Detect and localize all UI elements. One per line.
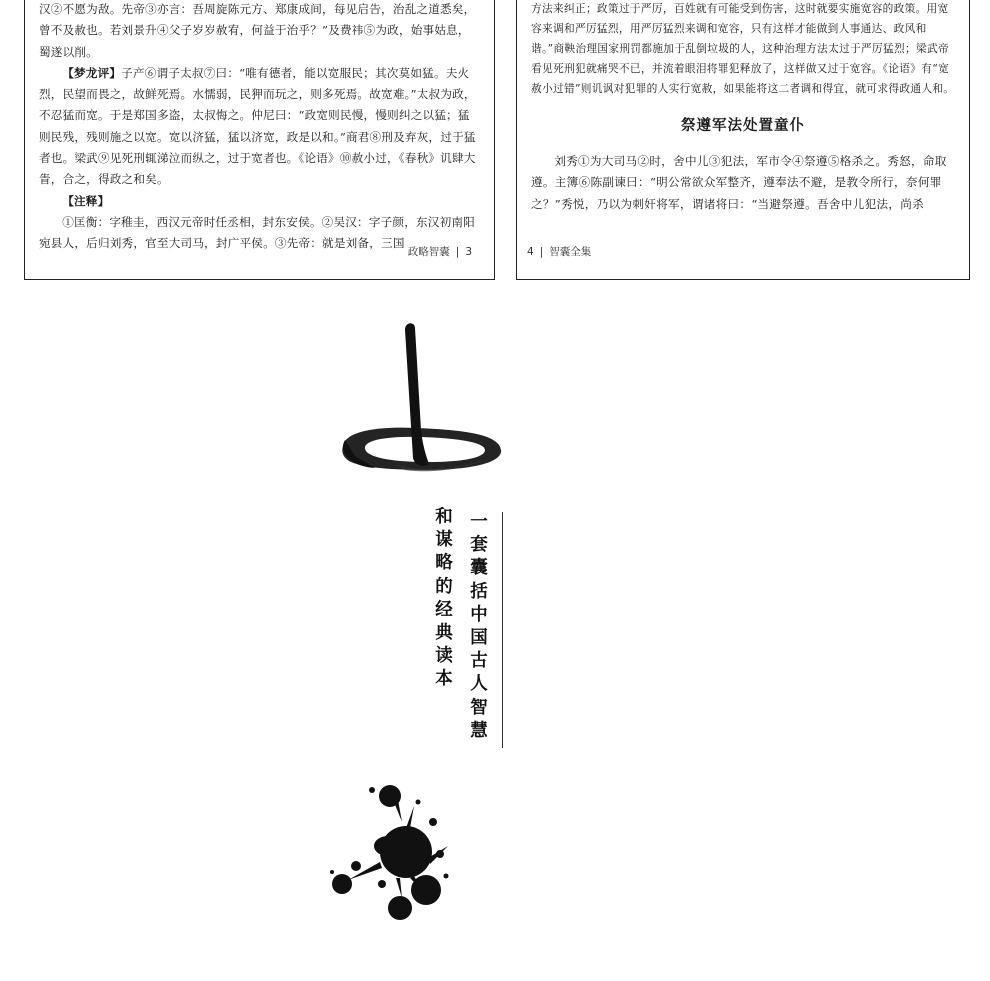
right-paragraph-1: 方法来纠正；政策过于严厉，百姓就有可能受到伤害，这时就要实施宽容的政策。用宽容来调和严厉猛烈，用严厉猛烈来调和宽容，只有这样才能做到人事通达、政风和谐。”商鞅治理国家刑罚都施加于乱倒垃圾的人，这种治理方法太过于严厉猛烈；梁武帝看见死刑犯就痛哭不已，并流着眼泪将罪犯释放了，这样做又过于宽容。《论语》有“宽赦小过错”则讥讽对犯罪的人实行宽赦，如果能将这二者调和得宜，就可求得政通人和。 [531,2,955,95]
commentary-label: 【梦龙评】 [62,65,122,80]
left-page-footer [408,244,472,259]
left-page-number: 3 [465,246,472,258]
right-page-footer [527,244,591,259]
left-paragraph-1: 汉②不愿为敌。先帝③亦言：吾周旋陈元方、郑康成间，每见启告，治乱之道悉矣，曾不及赦也。若刘景升④父子岁岁赦宥，何益于治乎？”及费祎⑤为政，始事姑息，蜀遂以削。 [39,2,476,59]
right-footer-separator: | [539,246,544,258]
ink-splatter-icon [318,772,458,932]
left-book-page [24,0,495,280]
slogan-line-1: 一套囊括中国古人智慧 [470,512,488,741]
notes-text: ①匡衡：字稚圭，西汉元帝时任丞相，封东安侯。②吴汉：字子颜，东汉初南阳宛县人，后归刘秀，官至大司马，封广平侯。③先帝：就是刘备，三国 [39,214,475,251]
right-page-number: 4 [527,246,534,258]
right-page-text [531,0,955,215]
right-book-page [516,0,970,280]
chapter-heading: 祭遵军法处置童仆 [681,118,805,134]
right-paragraph-2: 刘秀①为大司马②时，舍中儿③犯法，军市令④祭遵⑤格杀之。秀怒，命取遵。主簿⑥陈副谏曰：“明公常欲众军整齐，遵奉法不避，是教令所行，奈何罪之？”秀悦，乃以为刺奸将军，谓诸将曰：“当避祭遵。吾舍中儿犯法，尚杀 [531,154,947,211]
ink-brush-stroke-icon [335,318,507,478]
notes-heading: 【注释】 [62,193,110,208]
vertical-divider-line [502,512,503,748]
left-footer-separator: | [455,246,460,258]
left-paragraph-2 [39,63,480,191]
left-page-text [39,0,480,255]
left-footer-title: 政略智囊 [407,246,450,258]
commentary-text: 子产⑥谓子太叔⑦曰：“唯有德者，能以宽服民；其次莫如猛。夫火烈，民望而畏之，故鲜死焉。水懦弱，民狎而玩之，则多死焉。故宽难。”太叔为政，不忍猛而宽。于是郑国多盗，太叔悔之。仲尼曰：“政宽则民慢，慢则纠之以猛；猛则民残，残则施之以宽。宽以济猛，猛以济宽，政是以和。”商君⑧刑及弃灰，过于猛者也。梁武⑨见死刑辄涕泣而纵之，过于宽者也。《论语》⑩赦小过，《春秋》讥肆大眚，合之，得政之和矣。 [39,65,476,187]
slogan-line-2: 和谋略的经典读本 [435,507,453,690]
right-footer-title: 智囊全集 [549,246,592,258]
